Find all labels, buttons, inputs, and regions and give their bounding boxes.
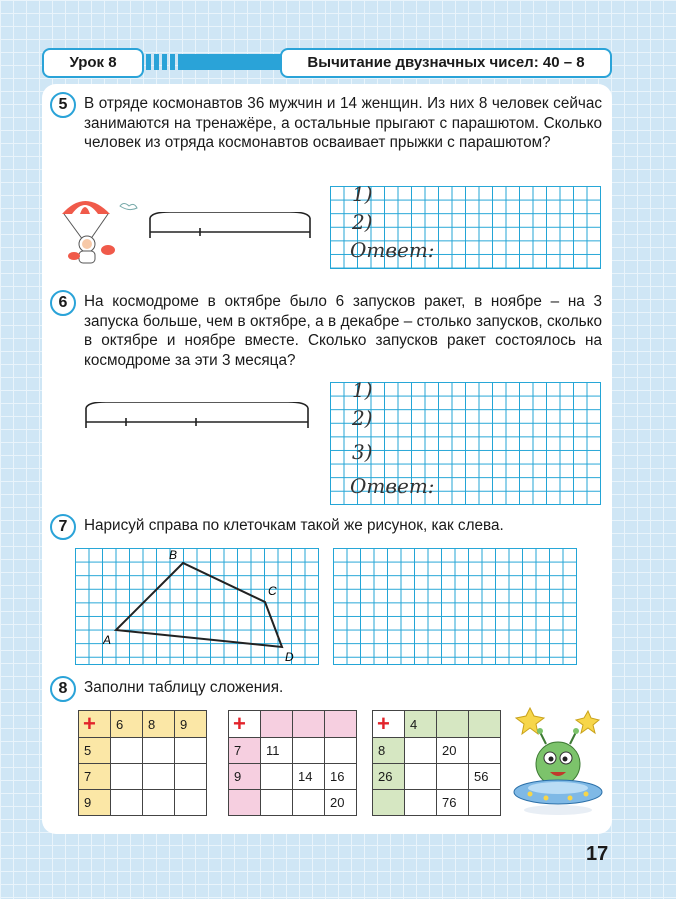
point-label-d: D: [285, 650, 294, 664]
addition-table-2: [228, 710, 357, 816]
table-cell[interactable]: [111, 790, 143, 816]
answer-line-2: 2): [352, 210, 373, 234]
table-cell[interactable]: [469, 738, 501, 764]
answer-line-2: 2): [352, 406, 373, 430]
answer-line-3: 3): [352, 440, 373, 464]
task-number: 5: [50, 92, 76, 118]
worksheet-panel: [42, 84, 612, 834]
table-cell: 14: [293, 764, 325, 790]
quadrilateral-figure: [75, 548, 318, 664]
table-cell[interactable]: [143, 764, 175, 790]
task-8: [50, 676, 606, 826]
table-cell: 11: [261, 738, 293, 764]
task-text: На космодроме в октябре было 6 запусков ракет, в ноябре – на 3 запуска больше, чем в октябре, а в декабре – столько запусков, сколько в октябре и ноябре вместе. Сколько запусков ракет состоялось на космодроме за эти 3 месяца?: [84, 293, 602, 369]
answer-label: Ответ:: [350, 238, 435, 262]
plus-sign: +: [79, 711, 111, 738]
table-cell[interactable]: [143, 790, 175, 816]
task-6: [50, 290, 606, 508]
task-5: [50, 92, 606, 272]
task-number: 6: [50, 290, 76, 316]
task-text: Нарисуй справа по клеточкам такой же рисунок, как слева.: [84, 517, 504, 534]
table-cell[interactable]: [437, 764, 469, 790]
plus-sign: +: [229, 711, 261, 738]
addition-table-3: [372, 710, 501, 816]
alien-in-saucer-icon: [510, 706, 606, 818]
header-cell[interactable]: [229, 790, 261, 816]
table-cell: 20: [325, 790, 357, 816]
drawing-answer-grid[interactable]: [333, 548, 577, 665]
table-cell[interactable]: [405, 764, 437, 790]
header-cell: 6: [111, 711, 143, 738]
table-cell[interactable]: [175, 738, 207, 764]
table-cell: 56: [469, 764, 501, 790]
addition-table-1: [78, 710, 207, 816]
point-label-a: A: [103, 633, 112, 647]
table-cell[interactable]: [175, 790, 207, 816]
table-cell[interactable]: [469, 790, 501, 816]
table-cell[interactable]: [325, 738, 357, 764]
point-label-b: B: [169, 548, 178, 562]
point-label-c: C: [268, 584, 277, 598]
header-cell[interactable]: [437, 711, 469, 738]
lesson-label: Урок 8: [42, 48, 144, 78]
task-number: 8: [50, 676, 76, 702]
header-cell: 9: [175, 711, 207, 738]
task-7: [50, 514, 606, 664]
header-cell: 8: [373, 738, 405, 764]
task-text: Заполни таблицу сложения.: [84, 679, 284, 696]
task-number: 7: [50, 514, 76, 540]
answer-line-1: 1): [352, 182, 373, 206]
header-cell: 7: [229, 738, 261, 764]
table-cell: 76: [437, 790, 469, 816]
header-cell: 9: [229, 764, 261, 790]
header-cell: 9: [79, 790, 111, 816]
task-text: В отряде космонавтов 36 мужчин и 14 женщин. Из них 8 человек сейчас занимаются на тренажёре, а остальные прыгают с парашютом. Сколько человек из отряда космонавтов осваивает прыжки с парашютом?: [84, 95, 602, 151]
table-cell[interactable]: [405, 790, 437, 816]
header-cell[interactable]: [469, 711, 501, 738]
answer-label: Ответ:: [350, 474, 435, 498]
table-cell[interactable]: [261, 764, 293, 790]
header-cell[interactable]: [261, 711, 293, 738]
segment-diagram: [140, 212, 320, 242]
table-cell[interactable]: [111, 738, 143, 764]
header-stripes: [146, 54, 284, 70]
answer-line-1: 1): [352, 378, 373, 402]
table-cell[interactable]: [293, 738, 325, 764]
header-cell: 26: [373, 764, 405, 790]
page-number: 17: [586, 843, 609, 865]
parachutist-icon: [50, 192, 150, 272]
table-cell[interactable]: [175, 764, 207, 790]
answer-grid[interactable]: [330, 182, 601, 269]
header-cell: 8: [143, 711, 175, 738]
lesson-header: [42, 48, 612, 76]
drawing-sample-grid: [75, 548, 319, 665]
header-cell: 7: [79, 764, 111, 790]
header-cell[interactable]: [373, 790, 405, 816]
table-cell[interactable]: [111, 764, 143, 790]
lesson-topic: Вычитание двузначных чисел: 40 – 8: [280, 48, 612, 78]
table-cell[interactable]: [261, 790, 293, 816]
answer-grid[interactable]: [330, 378, 601, 505]
table-cell[interactable]: [293, 790, 325, 816]
header-cell[interactable]: [293, 711, 325, 738]
table-cell[interactable]: [405, 738, 437, 764]
table-cell: 16: [325, 764, 357, 790]
header-cell: 4: [405, 711, 437, 738]
table-cell[interactable]: [143, 738, 175, 764]
header-cell[interactable]: [325, 711, 357, 738]
table-cell: 20: [437, 738, 469, 764]
plus-sign: +: [373, 711, 405, 738]
header-cell: 5: [79, 738, 111, 764]
segment-diagram: [78, 402, 318, 432]
